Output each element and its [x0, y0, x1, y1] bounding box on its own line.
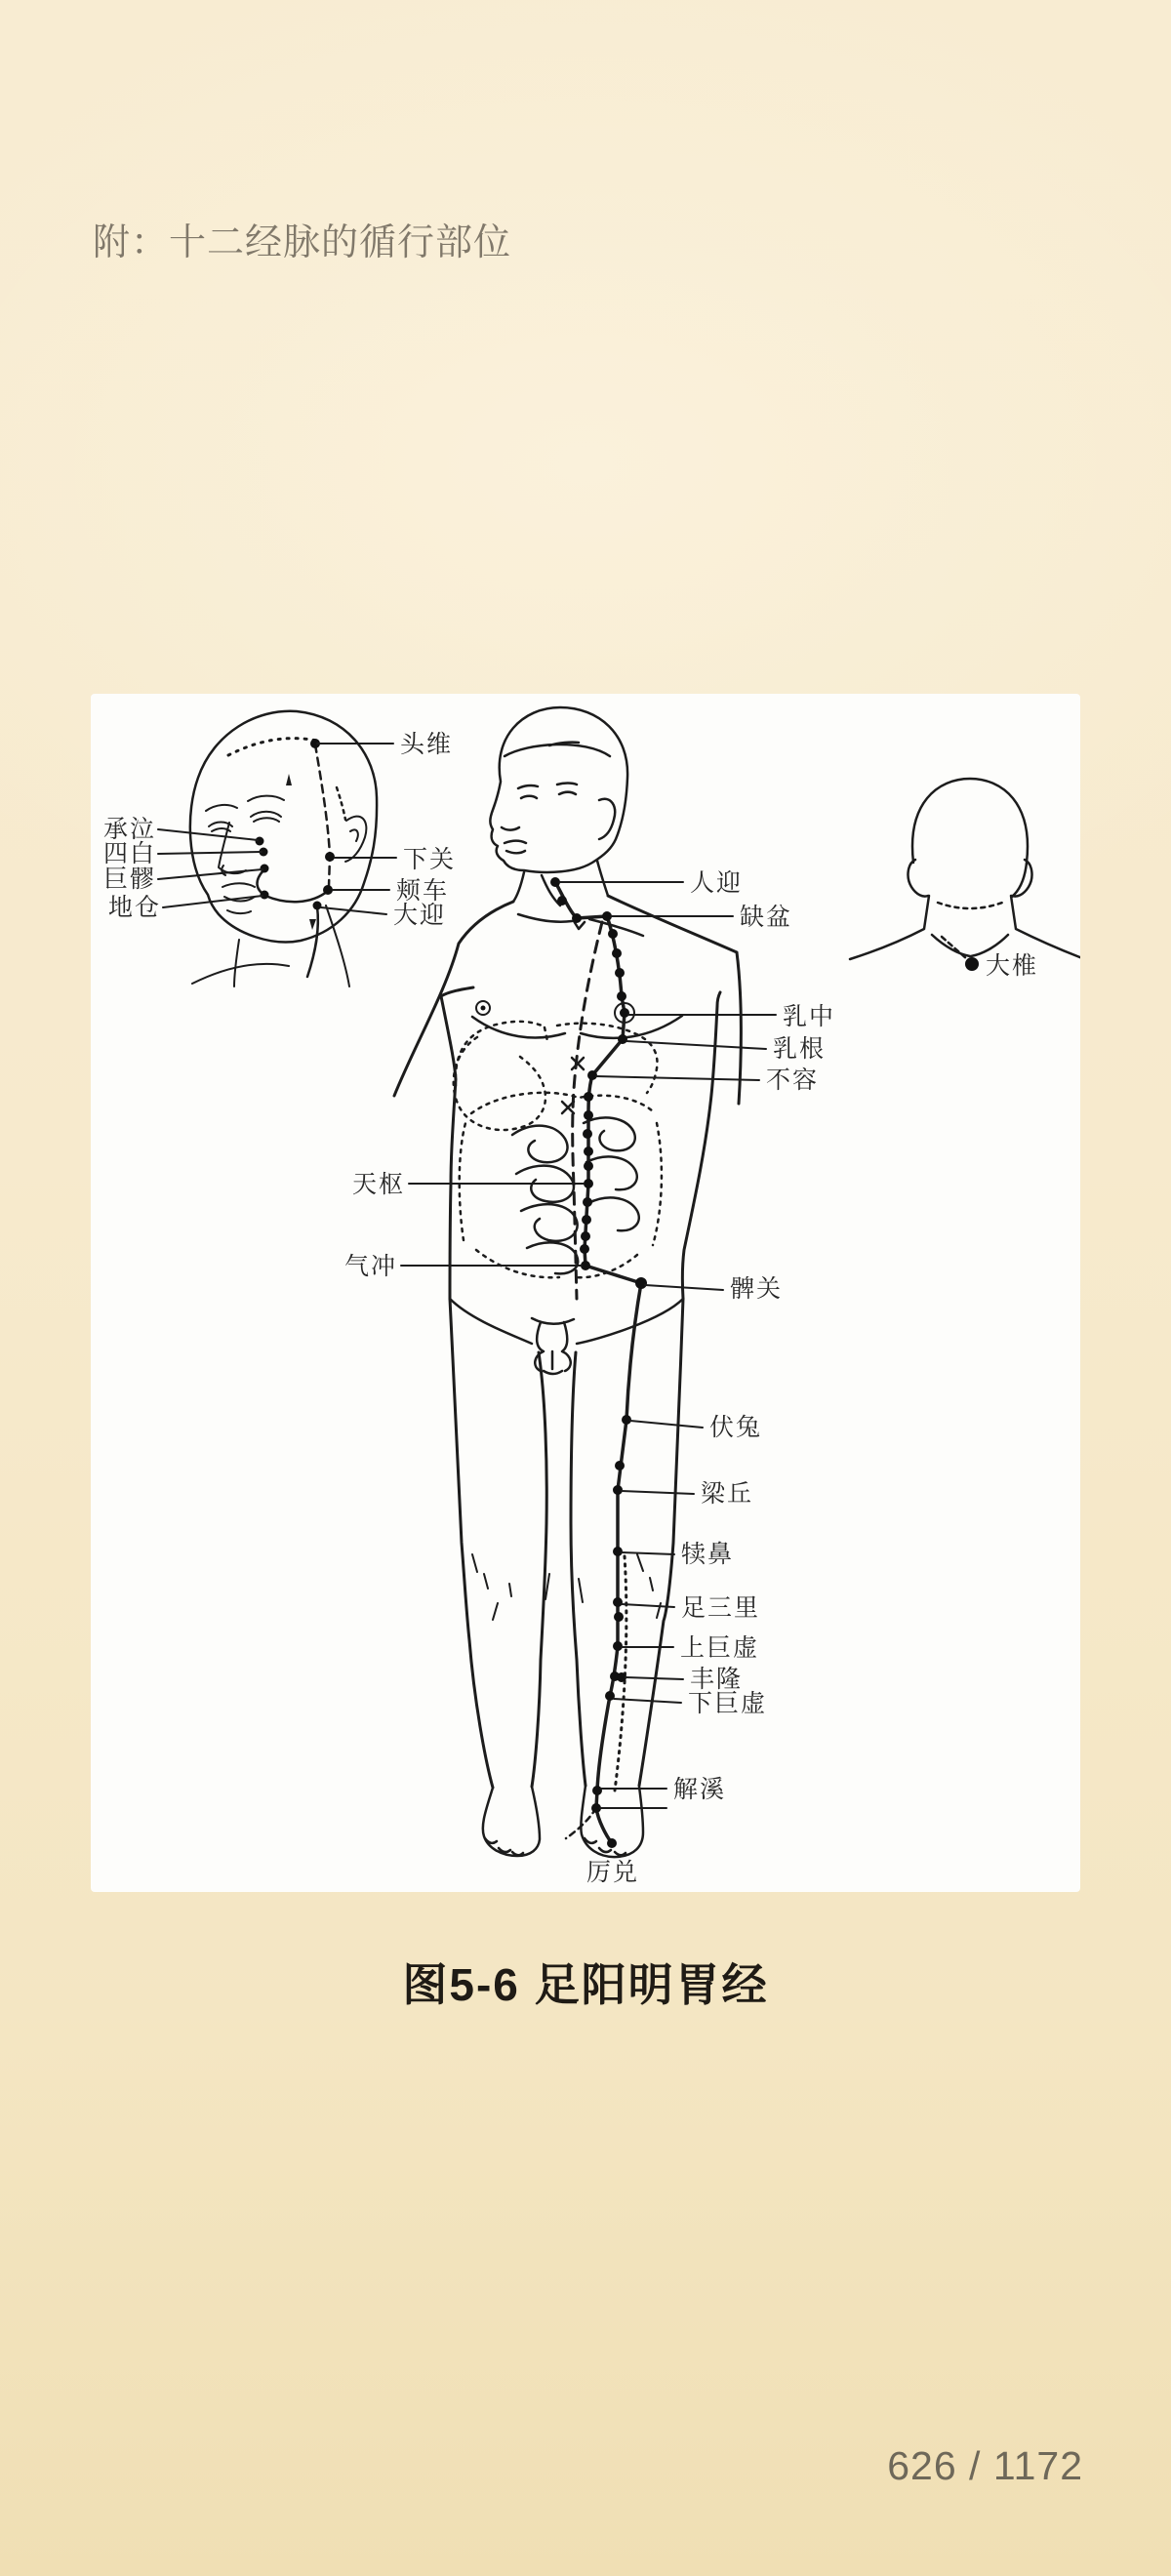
acupoint-label-rugen: 乳根	[773, 1034, 827, 1063]
acupoint-label-zusanli: 足三里	[681, 1593, 761, 1622]
acupoint-label-sibai: 四白	[102, 839, 156, 867]
back-head-group	[850, 779, 1080, 980]
page-indicator: 626 / 1172	[887, 2443, 1083, 2488]
stomach-dotted	[454, 1037, 545, 1130]
acupoint-label-dazhui: 大椎	[986, 951, 1039, 980]
acupoint-dots-body	[550, 877, 647, 1848]
acupoint-dots-face	[256, 739, 336, 910]
acupoint-label-biguan: 髀关	[730, 1274, 784, 1303]
acupoint-label-xiaguan: 下关	[403, 845, 457, 873]
acupoint-label-liangqiu: 梁丘	[701, 1479, 754, 1508]
acupoint-label-renying: 人迎	[690, 868, 744, 897]
feet	[483, 1786, 643, 1857]
acupoint-label-chengqi: 承泣	[102, 815, 156, 843]
legs	[450, 1299, 683, 1788]
acupoint-label-shangjuxu: 上巨虚	[680, 1633, 760, 1662]
hairline-hatch	[228, 739, 321, 755]
flow-arrow-down	[309, 919, 316, 930]
acupoint-label-dubi: 犊鼻	[681, 1540, 735, 1568]
colon-dotted	[460, 1093, 662, 1277]
face-leader-lines	[158, 744, 396, 914]
chest-lines	[472, 1016, 682, 1038]
dazhui-dashed	[942, 937, 966, 958]
acupoint-label-jiache: 颊车	[396, 876, 450, 905]
acupoint-label-quepen: 缺盆	[740, 903, 793, 931]
nape-hatch	[938, 903, 1002, 908]
acupoint-label-burong: 不容	[766, 1066, 820, 1094]
section-header: 附：十二经脉的循行部位	[93, 222, 512, 263]
acupoint-label-daying: 大迎	[393, 901, 447, 929]
ribcage-dotted	[456, 1022, 658, 1093]
knee-hatches	[472, 1554, 661, 1620]
flow-arrow-up	[286, 774, 292, 785]
acupoint-label-lidui: 厉兑	[586, 1858, 640, 1886]
acupoint-label-futu: 伏兔	[709, 1413, 763, 1441]
head-outline	[190, 711, 377, 943]
acupoint-label-fenglong: 丰隆	[690, 1665, 744, 1693]
hips-genitals	[450, 1299, 683, 1374]
acupoint-label-juliao: 巨髎	[102, 865, 156, 893]
acupoint-label-ruzhong: 乳中	[783, 1002, 836, 1030]
jaw-meridian	[257, 870, 328, 977]
sideburn-hatch	[337, 787, 345, 820]
meridian-figure	[91, 694, 1080, 1892]
acupoint-label-xiajuxu: 下巨虚	[688, 1689, 768, 1717]
face-features	[192, 796, 366, 986]
acupoint-label-qichong: 气冲	[343, 1252, 397, 1280]
acupoint-label-jiexi: 解溪	[673, 1775, 727, 1803]
dazhui-dot	[965, 957, 979, 971]
acupoint-label-tianshu: 天枢	[351, 1170, 405, 1198]
acupoint-label-dicang: 地仓	[107, 893, 161, 921]
back-head-outline	[850, 779, 1080, 959]
face-meridian-dashed	[315, 745, 330, 886]
figure-panel	[91, 694, 1080, 1892]
big-head-group	[103, 711, 456, 986]
acupoint-label-touwei: 头维	[400, 730, 454, 758]
figure-caption: 图5-6 足阳明胃经	[402, 1959, 769, 2010]
